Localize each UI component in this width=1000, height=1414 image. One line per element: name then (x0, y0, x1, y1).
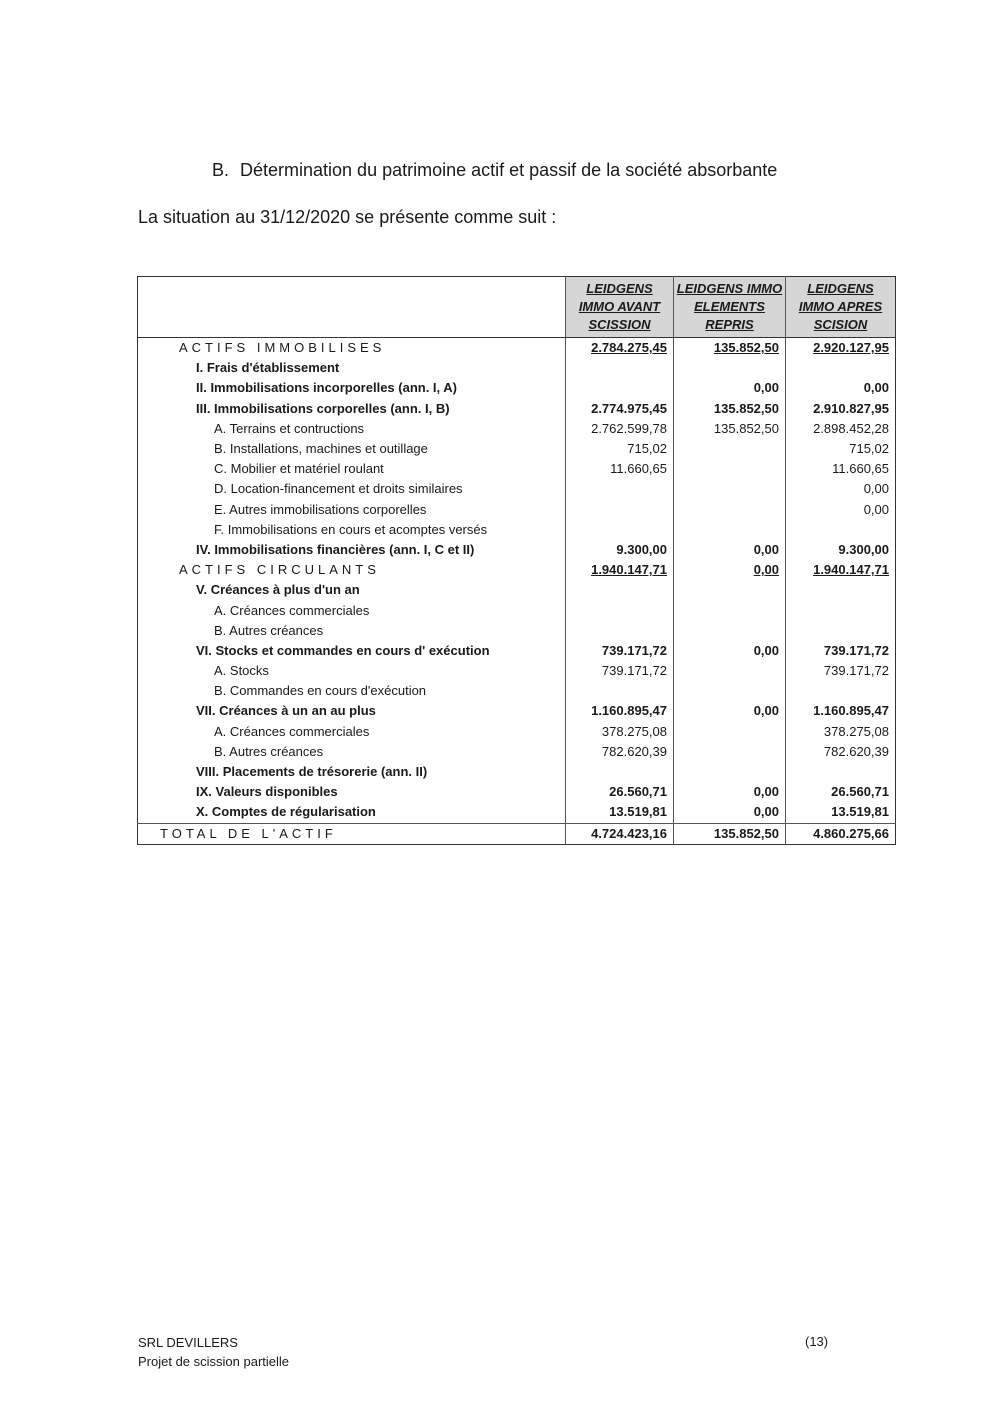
row-value-text: 0,00 (753, 541, 779, 557)
table-body (138, 338, 896, 845)
row-value-col-3 (786, 641, 896, 661)
row-value-col-3 (786, 762, 896, 782)
table-row (138, 641, 896, 661)
footer-left (138, 1333, 289, 1371)
row-label-text: A. Créances commerciales (214, 602, 370, 618)
row-value-text: 1.940.147,71 (813, 562, 889, 578)
section-heading (212, 160, 777, 181)
row-value-col-3 (786, 439, 896, 459)
row-value-text: 782.620,39 (823, 743, 889, 759)
row-value-col-3 (786, 399, 896, 419)
footer-company: SRL DEVILLERS (138, 1335, 238, 1350)
row-value-col-1 (566, 823, 674, 844)
row-value-text: 0,00 (753, 642, 779, 658)
row-value-col-1 (566, 439, 674, 459)
page-number: (13) (805, 1334, 829, 1349)
row-label (138, 641, 566, 661)
row-label-text: IV. Immobilisations financières (ann. I, C et II) (196, 541, 475, 557)
row-value-col-2 (674, 358, 786, 378)
row-label-text: VI. Stocks et commandes en cours d' exécution (196, 642, 490, 658)
table-row (138, 500, 896, 520)
row-value-col-2 (674, 399, 786, 419)
row-value-col-2 (674, 701, 786, 721)
balance-table-container (137, 276, 895, 845)
row-label (138, 358, 566, 378)
row-value-text: 739.171,72 (823, 642, 889, 658)
row-label (138, 520, 566, 540)
row-value-col-2 (674, 762, 786, 782)
row-value-col-3 (786, 722, 896, 742)
row-value-text: 26.560,71 (609, 784, 667, 800)
row-value-text: 0,00 (753, 804, 779, 820)
row-label-text: A. Terrains et contructions (214, 420, 365, 436)
table-row (138, 722, 896, 742)
row-value-text: 4.860.275,66 (813, 825, 889, 841)
table-row (138, 338, 896, 359)
row-value-text: 715,02 (849, 441, 889, 457)
row-label (138, 661, 566, 681)
table-row (138, 823, 896, 844)
table-row (138, 520, 896, 540)
row-value-col-3 (786, 600, 896, 620)
table-row (138, 399, 896, 419)
row-value-col-2 (674, 681, 786, 701)
table-row (138, 580, 896, 600)
row-value-text: 11.660,65 (610, 461, 667, 477)
row-value-text: 26.560,71 (831, 784, 889, 800)
row-value-col-3 (786, 802, 896, 823)
table-row (138, 540, 896, 560)
row-label-text: B. Commandes en cours d'exécution (214, 683, 427, 699)
row-value-col-3 (786, 378, 896, 398)
column-header-repris: LEIDGENS IMMO ELEMENTS REPRIS (674, 277, 786, 338)
row-value-text: 782.620,39 (601, 743, 667, 759)
row-value-col-2 (674, 378, 786, 398)
row-value-col-1 (566, 802, 674, 823)
table-row (138, 742, 896, 762)
row-label (138, 722, 566, 742)
row-label-text: ACTIFS CIRCULANTS (179, 562, 380, 578)
intro-text: La situation au 31/12/2020 se présente comme suit : (138, 207, 557, 227)
row-value-text: 0,00 (753, 703, 779, 719)
table-row (138, 621, 896, 641)
row-value-text: 2.920.127,95 (813, 340, 889, 356)
row-value-col-1 (566, 600, 674, 620)
row-value-text: 9.300,00 (838, 541, 889, 557)
section-title: Détermination du patrimoine actif et passif de la société absorbante (240, 160, 778, 180)
row-label (138, 419, 566, 439)
row-label (138, 479, 566, 499)
row-value-col-2 (674, 661, 786, 681)
row-value-text: 2.784.275,45 (591, 340, 667, 356)
row-value-col-3 (786, 540, 896, 560)
row-value-col-3 (786, 358, 896, 378)
row-value-text: 13.519,81 (609, 804, 667, 820)
row-label (138, 782, 566, 802)
row-label-text: ACTIFS IMMOBILISES (179, 340, 386, 356)
row-label (138, 742, 566, 762)
row-value-text: 135.852,50 (713, 400, 779, 416)
row-label (138, 560, 566, 580)
row-value-col-1 (566, 782, 674, 802)
row-label (138, 338, 566, 359)
row-label (138, 580, 566, 600)
row-value-text: 378.275,08 (823, 723, 889, 739)
table-row (138, 560, 896, 580)
row-label-text: C. Mobilier et matériel roulant (214, 461, 384, 477)
row-value-text: 2.774.975,45 (591, 400, 667, 416)
row-value-text: 135.852,50 (713, 340, 779, 356)
row-label (138, 823, 566, 844)
row-value-col-3 (786, 580, 896, 600)
row-label (138, 399, 566, 419)
row-value-text: 13.519,81 (831, 804, 889, 820)
row-value-col-1 (566, 681, 674, 701)
row-value-text: 1.940.147,71 (591, 562, 667, 578)
row-value-col-3 (786, 661, 896, 681)
row-label-text: VIII. Placements de trésorerie (ann. II) (196, 764, 428, 780)
table-row (138, 600, 896, 620)
row-value-col-1 (566, 500, 674, 520)
row-label (138, 621, 566, 641)
row-value-col-2 (674, 641, 786, 661)
table-row (138, 782, 896, 802)
table-row (138, 439, 896, 459)
row-label (138, 459, 566, 479)
row-value-col-1 (566, 399, 674, 419)
row-value-col-3 (786, 782, 896, 802)
row-label-text: A. Créances commerciales (214, 723, 370, 739)
row-label-text: TOTAL DE L'ACTIF (160, 825, 337, 841)
row-label-text: B. Installations, machines et outillage (214, 441, 428, 457)
row-value-text: 9.300,00 (616, 541, 667, 557)
row-value-col-2 (674, 823, 786, 844)
row-value-text: 0,00 (753, 784, 779, 800)
row-value-col-1 (566, 641, 674, 661)
table-row (138, 762, 896, 782)
row-label-text: B. Autres créances (214, 743, 324, 759)
row-label-text: B. Autres créances (214, 622, 324, 638)
row-label-text: F. Immobilisations en cours et acomptes versés (214, 521, 488, 537)
row-value-text: 1.160.895,47 (813, 703, 889, 719)
row-value-col-1 (566, 358, 674, 378)
row-value-col-3 (786, 681, 896, 701)
row-value-col-1 (566, 459, 674, 479)
row-label-text: VII. Créances à un an au plus (196, 703, 376, 719)
balance-table (137, 276, 896, 845)
row-label-text: IX. Valeurs disponibles (196, 784, 338, 800)
row-label (138, 681, 566, 701)
row-value-col-1 (566, 378, 674, 398)
row-value-col-1 (566, 661, 674, 681)
row-value-col-2 (674, 560, 786, 580)
row-value-col-3 (786, 500, 896, 520)
row-value-text: 0,00 (753, 562, 779, 578)
row-value-text: 135.852,50 (713, 420, 779, 436)
table-row (138, 459, 896, 479)
row-label-text: X. Comptes de régularisation (196, 804, 376, 820)
row-value-col-2 (674, 742, 786, 762)
row-value-col-1 (566, 580, 674, 600)
row-value-col-1 (566, 338, 674, 359)
row-value-text: 0,00 (863, 481, 889, 497)
table-row (138, 419, 896, 439)
row-value-col-3 (786, 520, 896, 540)
row-label-text: D. Location-financement et droits similaires (214, 481, 463, 497)
row-value-col-2 (674, 479, 786, 499)
row-value-col-2 (674, 459, 786, 479)
row-value-col-1 (566, 742, 674, 762)
row-value-col-3 (786, 621, 896, 641)
row-value-col-1 (566, 722, 674, 742)
table-row (138, 479, 896, 499)
row-label-text: III. Immobilisations corporelles (ann. I, B) (196, 400, 450, 416)
column-header-avant: LEIDGENS IMMO AVANT SCISSION (566, 277, 674, 338)
footer-document-title: Projet de scission partielle (138, 1354, 290, 1369)
row-value-col-1 (566, 560, 674, 580)
row-value-text: 2.898.452,28 (813, 420, 889, 436)
row-value-col-1 (566, 621, 674, 641)
row-value-col-2 (674, 338, 786, 359)
row-label-text: II. Immobilisations incorporelles (ann. I, A) (196, 380, 458, 396)
row-label-text: V. Créances à plus d'un an (196, 582, 360, 598)
row-value-col-2 (674, 580, 786, 600)
row-value-text: 378.275,08 (601, 723, 667, 739)
row-value-col-2 (674, 802, 786, 823)
section-letter: B. (212, 160, 230, 180)
row-value-text: 2.910.827,95 (813, 400, 889, 416)
row-value-col-1 (566, 520, 674, 540)
row-value-col-2 (674, 439, 786, 459)
row-value-col-3 (786, 560, 896, 580)
row-value-col-1 (566, 419, 674, 439)
row-value-text: 4.724.423,16 (591, 825, 667, 841)
row-label (138, 540, 566, 560)
table-row (138, 701, 896, 721)
row-value-text: 739.171,72 (601, 663, 667, 679)
row-value-col-1 (566, 540, 674, 560)
row-value-text: 715,02 (627, 441, 667, 457)
row-label-text: I. Frais d'établissement (196, 360, 340, 376)
row-label-text: A. Stocks (214, 663, 269, 679)
row-value-text: 0,00 (753, 380, 779, 396)
row-value-col-3 (786, 742, 896, 762)
row-value-text: 739.171,72 (601, 642, 667, 658)
row-value-text: 0,00 (863, 380, 889, 396)
row-value-text: 2.762.599,78 (591, 420, 667, 436)
row-value-col-1 (566, 762, 674, 782)
header-blank-cell (138, 277, 566, 338)
table-header-row (138, 277, 896, 338)
row-value-col-2 (674, 600, 786, 620)
row-value-col-1 (566, 479, 674, 499)
row-value-col-1 (566, 701, 674, 721)
row-value-text: 0,00 (863, 501, 889, 517)
row-label (138, 802, 566, 823)
row-label (138, 500, 566, 520)
row-label-text: E. Autres immobilisations corporelles (214, 501, 427, 517)
row-value-col-2 (674, 540, 786, 560)
row-value-col-2 (674, 722, 786, 742)
row-label (138, 600, 566, 620)
row-value-col-2 (674, 782, 786, 802)
row-value-text: 135.852,50 (713, 825, 779, 841)
row-value-text: 739.171,72 (823, 663, 889, 679)
row-value-col-2 (674, 500, 786, 520)
row-value-text: 11.660,65 (832, 461, 889, 477)
row-value-col-2 (674, 419, 786, 439)
row-value-col-3 (786, 823, 896, 844)
column-header-apres: LEIDGENS IMMO APRES SCISION (786, 277, 896, 338)
table-row (138, 378, 896, 398)
row-value-col-3 (786, 479, 896, 499)
row-label (138, 439, 566, 459)
row-value-text: 1.160.895,47 (591, 703, 667, 719)
row-value-col-3 (786, 701, 896, 721)
row-value-col-3 (786, 419, 896, 439)
table-row (138, 358, 896, 378)
row-value-col-2 (674, 621, 786, 641)
table-row (138, 802, 896, 823)
table-row (138, 661, 896, 681)
row-label (138, 762, 566, 782)
table-row (138, 681, 896, 701)
row-value-col-3 (786, 338, 896, 359)
row-value-col-2 (674, 520, 786, 540)
row-label (138, 378, 566, 398)
row-label (138, 701, 566, 721)
row-value-col-3 (786, 459, 896, 479)
